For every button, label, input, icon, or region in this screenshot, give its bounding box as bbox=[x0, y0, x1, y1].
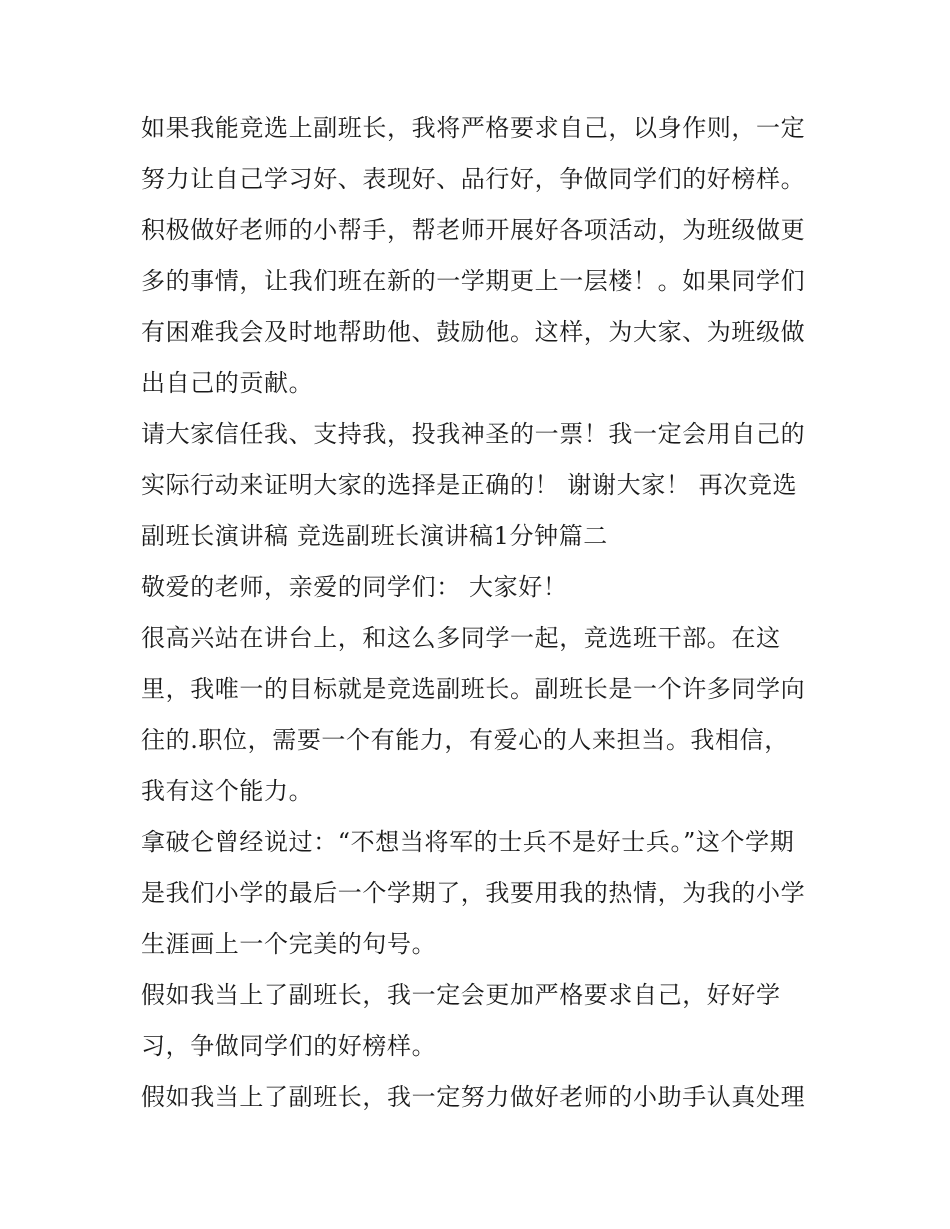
text-line: 多的事情，让我们班在新的一学期更上一层楼！。如果同学们 bbox=[141, 267, 806, 295]
text-line: 假如我当上了副班长，我一定会更加严格要求自己，好好学 bbox=[141, 981, 781, 1009]
text-line: 生涯画上一个完美的句号。 bbox=[141, 930, 437, 958]
text-line: 我有这个能力。 bbox=[141, 777, 314, 805]
text-line: 很高兴站在讲台上，和这么多同学一起，竞选班干部。在这 bbox=[141, 624, 781, 652]
text-line: 里，我唯一的目标就是竞选副班长。副班长是一个许多同学向 bbox=[141, 675, 806, 703]
text-line: 是我们小学的最后一个学期了，我要用我的热情，为我的小学 bbox=[141, 879, 806, 907]
text-line: 往的.职位，需要一个有能力，有爱心的人来担当。我相信， bbox=[141, 726, 789, 754]
text-line: 出自己的贡献。 bbox=[141, 369, 314, 397]
text-line: 有困难我会及时地帮助他、鼓励他。这样，为大家、为班级做 bbox=[141, 318, 806, 346]
text-line: 假如我当上了副班长，我一定努力做好老师的小助手认真处理 bbox=[141, 1083, 806, 1111]
text-line: 努力让自己学习好、表现好、品行好，争做同学们的好榜样。 bbox=[141, 165, 806, 193]
heading-line: 副班长演讲稿 竞选副班长演讲稿1分钟篇二 bbox=[141, 522, 608, 550]
text-line: 习，争做同学们的好榜样。 bbox=[141, 1032, 437, 1060]
document-body bbox=[141, 103, 821, 1123]
text-line: 积极做好老师的小帮手，帮老师开展好各项活动，为班级做更 bbox=[141, 216, 806, 244]
greeting-line: 敬爱的老师，亲爱的同学们： 大家好！ bbox=[141, 573, 568, 601]
text-line: 请大家信任我、支持我，投我神圣的一票！我一定会用自己的 bbox=[141, 420, 806, 448]
text-line: 如果我能竞选上副班长，我将严格要求自己，以身作则，一定 bbox=[141, 114, 806, 142]
text-line: 拿破仑曾经说过：“不想当将军的士兵不是好士兵。”这个学期 bbox=[141, 828, 795, 856]
text-line: 实际行动来证明大家的选择是正确的！ 谢谢大家！ 再次竞选 bbox=[141, 471, 798, 499]
